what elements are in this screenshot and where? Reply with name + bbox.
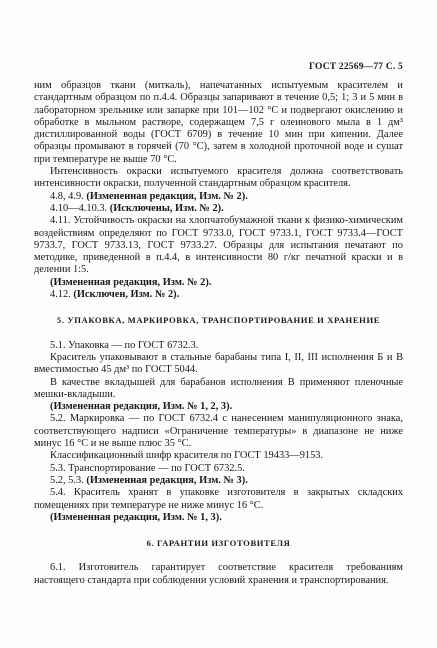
amendment-note: (Измененная редакция, Изм. № 1, 2, 3). — [50, 401, 233, 413]
page-body — [34, 80, 403, 587]
clause-number: 5.2, 5.3. — [50, 474, 84, 486]
clause-5-1: 5.1. Упаковка — по ГОСТ 6732.3. — [50, 339, 199, 351]
clause-6-1: 6.1. Изготовитель гарантирует соответствие красителя требованиям настоящего стандарта при соблюдении условий хранения и транспортирования. — [34, 562, 403, 586]
amendment-note: (Измененная редакция, Изм. № 2). — [50, 276, 212, 288]
clause-5-3: 5.3. Транспортирование — по ГОСТ 6732.5. — [50, 462, 245, 474]
amendment-note: (Исключен, Изм. № 2). — [73, 289, 180, 301]
clause-4-8-4-9 — [34, 191, 403, 203]
clause-4-11: 4.11. Устойчивость окраски на хлопчатобумажной ткани к физико-химическим воздействиям определяют по ГОСТ 9733.0, ГОСТ 9733.1, ГОСТ 9733.4—ГОСТ 9733.7, ГОСТ 9733.13, ГОСТ 9733.27. Образцы для испытания печатают по методике, приведенной в п.4.4, в интенсивности 80 г/кг печатной краски и в делении 1:5. — [34, 215, 403, 276]
paragraph-continuation: ним образцов ткани (миткаль), напечатанных испытуемым красителем и стандартным образцом по п.4.4. Образцы запаривают в течение 0,5; 1; 3 и 5 мин в лабораторном зрельнике или запарке при 101—102 °С и подвергают окислению и обработке в мыльном растворе, содержащем 7,5 г олеинового мыла в 1 дм³ дистиллированной воды (ГОСТ 6709) в течение 10 мин при кипении. Далее образцы промывают в горячей (70 °С), затем в холодной проточной воде и сушат при температуре не выше 70 °С. — [34, 80, 403, 165]
paragraph-liners: В качестве вкладышей для барабанов исполнения В применяют пленочные мешки-вкладыши. — [34, 376, 403, 400]
clause-5-2: 5.2. Маркировка — по ГОСТ 6732.4 с нанесением манипуляционного знака, соответствующего надписи «Ограничение температуры» в диапазоне не ниже минус 16 °С и не выше плюс 35 °С. — [34, 413, 403, 450]
running-header: ГОСТ 22569—77 С. 5 — [309, 62, 403, 72]
amendment-note: (Исключены, Изм. № 2). — [109, 202, 224, 214]
paragraph-intensity: Интенсивность окраски испытуемого красителя должна соответствовать интенсивности окраски, полученной стандартным образцом красителя. — [34, 166, 403, 190]
clause-4-10 — [34, 203, 403, 215]
clause-5-2-5-3 — [34, 475, 403, 487]
paragraph-classification: Классификационный шифр красителя по ГОСТ 19433—9153. — [50, 450, 324, 462]
section-heading-5: 5. УПАКОВКА, МАРКИРОВКА, ТРАНСПОРТИРОВАНИЕ И ХРАНЕНИЕ — [56, 315, 381, 326]
amendment-note: (Измененная редакция, Изм. № 3). — [86, 474, 248, 486]
clause-5-4: 5.4. Краситель хранят в упаковке изготовителя в закрытых складских помещениях при температуре не ниже минус 16 °С. — [34, 487, 403, 511]
clause-number: 4.8, 4.9. — [50, 190, 84, 202]
paragraph-packaging: Краситель упаковывают в стальные барабаны типа I, II, III исполнения Б и В вместимостью 45 дм³ по ГОСТ 5044. — [34, 351, 403, 376]
clause-number: 4.12. — [50, 289, 71, 301]
clause-number: 4.10—4.10.3. — [50, 202, 108, 214]
amendment-note: (Измененная редакция, Изм. № 1, 3). — [50, 511, 222, 523]
amendment-note: (Измененная редакция, Изм. № 2). — [86, 190, 248, 202]
section-heading-6: 6. ГАРАНТИИ ИЗГОТОВИТЕЛЯ — [146, 538, 291, 549]
clause-4-12 — [34, 289, 403, 301]
